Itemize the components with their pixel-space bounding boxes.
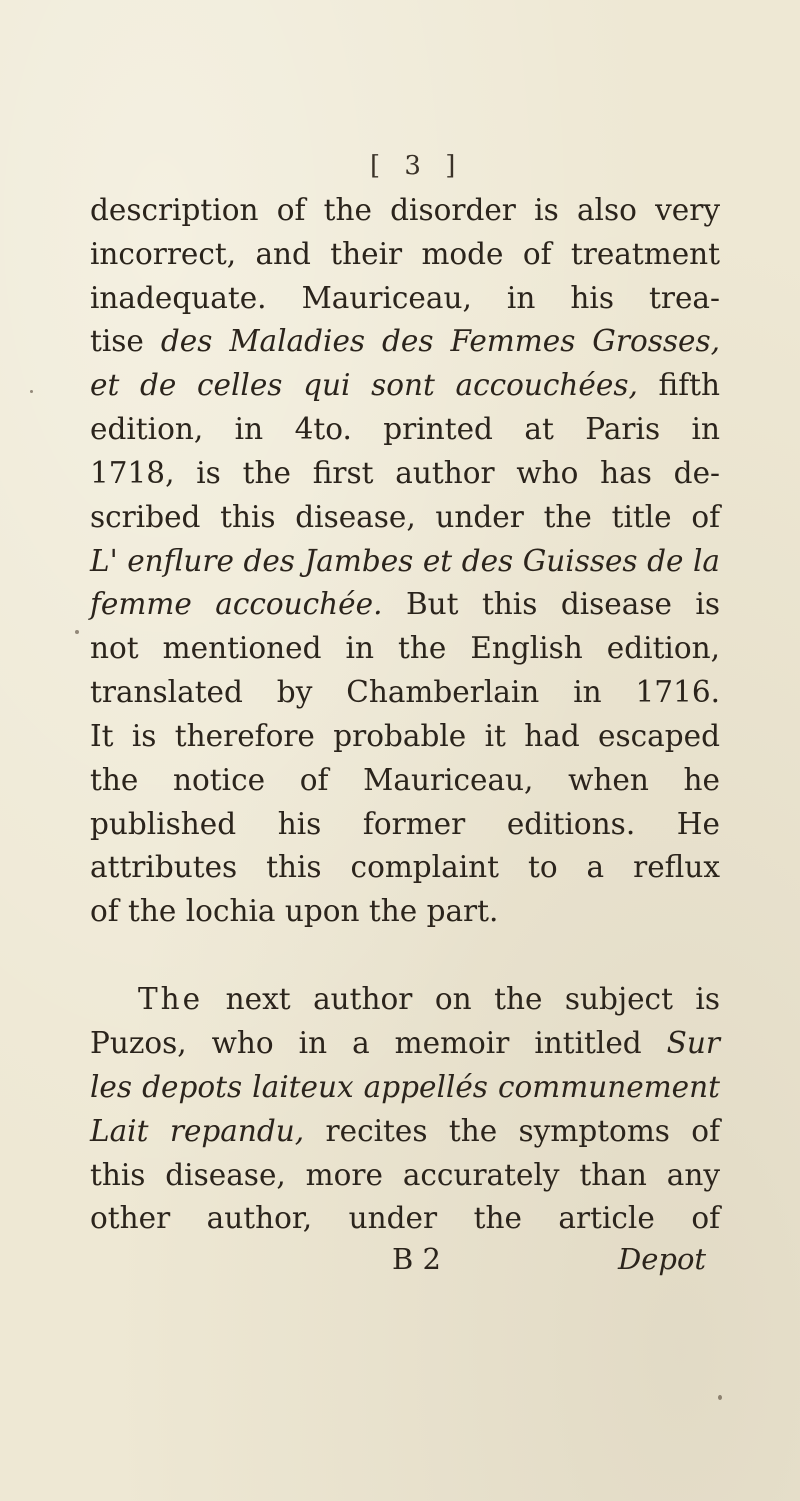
text-line (90, 672, 720, 712)
text-line (90, 278, 720, 318)
paper-speck (75, 630, 79, 634)
text-line (90, 891, 720, 931)
line-text: It is therefore probable it had escaped (90, 719, 720, 753)
line-text: inadequate. Mauriceau, in his trea- (90, 281, 720, 315)
text-line (90, 409, 720, 449)
line-text: incorrect, and their mode of treatment (90, 237, 720, 271)
line-text: attributes this complaint to a reflux (90, 850, 720, 884)
text-line (90, 847, 720, 887)
text-line (90, 190, 720, 230)
text-line (90, 1155, 720, 1195)
text-line (90, 716, 720, 756)
text-line (90, 497, 720, 537)
paper-speck (718, 1395, 722, 1400)
line-text: the notice of Mauriceau, when he (90, 763, 720, 797)
line-text: description of the disorder is also very (90, 193, 720, 227)
line-text: scribed this disease, under the title of (90, 500, 720, 534)
line-text: other author, under the article of (90, 1201, 720, 1235)
line-text: 1718, is the first author who has de- (90, 456, 720, 490)
book-title-italic: et de celles qui sont accouchées, (90, 368, 638, 402)
page-number: [ 3 ] (370, 151, 464, 181)
text-line (90, 321, 720, 361)
book-title-italic: des Maladies des Femmes Grosses, (160, 324, 720, 358)
text-line (90, 541, 720, 581)
text-line (90, 804, 720, 844)
catchword: Depot (618, 1242, 707, 1276)
line-text: But this disease is (405, 587, 720, 621)
line-text: not mentioned in the English edition, (90, 631, 720, 665)
signature-mark: B 2 (392, 1242, 441, 1276)
line-text: edition, in 4to. printed at Paris in (90, 412, 720, 446)
title-italic: Sur (666, 1026, 720, 1060)
line-text: Puzos, who in a memoir intitled (90, 1026, 642, 1060)
title-italic: les depots laiteux appellés communement (90, 1070, 720, 1104)
text-line (90, 1198, 720, 1238)
line-text: fifth (658, 368, 720, 402)
line-text: this disease, more accurately than any (90, 1158, 720, 1192)
line-text: of the lochia upon the part. (90, 894, 499, 928)
text-line (90, 453, 720, 493)
text-line (90, 1023, 720, 1063)
title-italic: Lait repandu, (90, 1114, 305, 1148)
text-line (90, 1111, 720, 1151)
text-line (90, 1067, 720, 1107)
text-line (90, 365, 720, 405)
line-text: translated by Chamberlain in 1716. (90, 675, 720, 709)
text-line (90, 979, 720, 1019)
text-line (90, 234, 720, 274)
paper-speck (30, 390, 33, 393)
text-line (90, 628, 720, 668)
title-italic: femme accouchée. (90, 587, 383, 621)
line-text: next author on the subject is (225, 982, 720, 1016)
text-line (90, 584, 720, 624)
title-italic: L' enflure des Jambes et des Guisses de la (90, 544, 720, 578)
line-text: published his former editions. He (90, 807, 720, 841)
line-text: recites the symptoms of (325, 1114, 720, 1148)
text-line (90, 760, 720, 800)
line-text: tise (90, 324, 144, 358)
small-caps-word: The (138, 982, 204, 1016)
